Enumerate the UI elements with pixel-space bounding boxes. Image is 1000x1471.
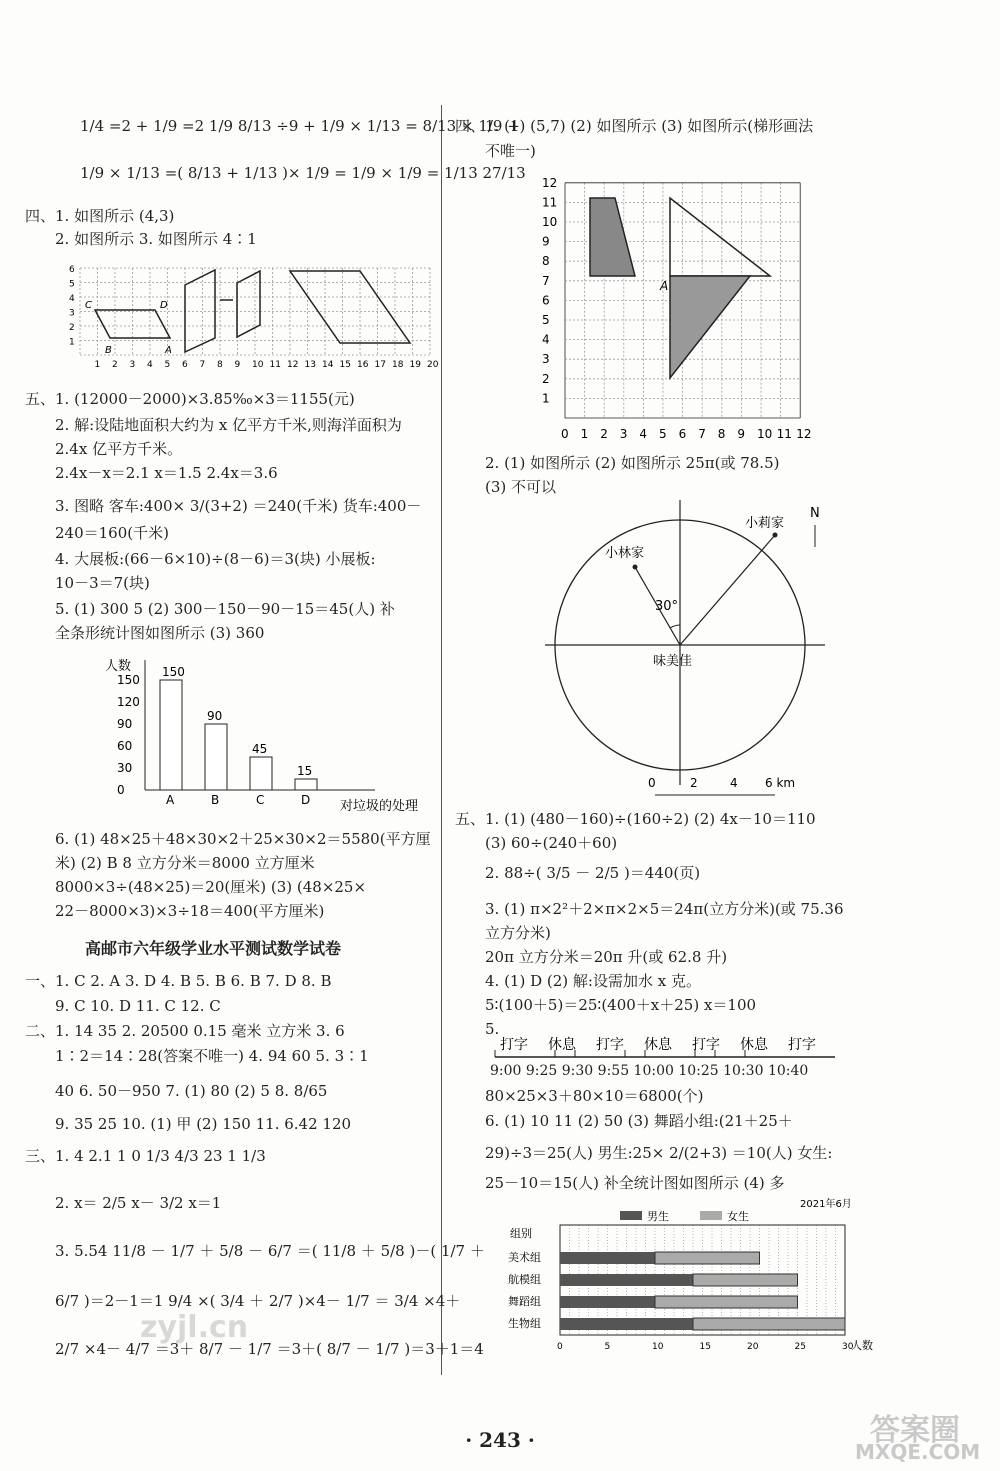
e2b: 1∶2＝14∶28(答案不唯一) 4. 94 60 5. 3∶1 — [55, 1047, 369, 1065]
grid1-xtick: 14 — [322, 360, 334, 370]
male-bar — [560, 1318, 693, 1330]
grid1-xtick: 2 — [112, 360, 118, 370]
r5-6c: 25－10＝15(人) 补全统计图如图所示 (4) 多 — [485, 1174, 785, 1192]
r4-2b: (3) 不可以 — [485, 478, 557, 496]
e3c: 3. 5.54 11/8 － 1/7 ＋ 5/8 － 6/7 ＝( 11/8 ＋ 5/8 )－( 1/7 ＋ — [55, 1242, 485, 1260]
timeline-label: 休息 — [548, 1037, 576, 1053]
exam-title: 高邮市六年级学业水平测试数学试卷 — [85, 939, 342, 958]
grid1-point-label: A — [165, 345, 172, 356]
bar-value: 45 — [252, 742, 268, 756]
timeline-label: 打字 — [692, 1037, 720, 1053]
legend-male-swatch — [620, 1211, 642, 1220]
bar-chart — [85, 655, 425, 820]
r5-3a: 3. (1) π×2²＋2×π×2×5＝24π(立方分米)(或 75.36 — [485, 900, 844, 918]
s5-4a: 4. 大展板:(66－6×10)÷(8－6)＝3(块) 小展板: — [55, 550, 376, 568]
grid2-xtick: 2 — [600, 427, 608, 441]
group-label: 生物组 — [508, 1317, 541, 1330]
r4-2a: 2. (1) 如图所示 (2) 如图所示 25π(或 78.5) — [485, 454, 780, 472]
group-label: 航模组 — [508, 1273, 541, 1286]
bar — [205, 724, 227, 790]
grid1-ytick: 2 — [69, 323, 75, 333]
s5-2b: 2.4x 亿平方千米。 — [55, 440, 183, 458]
x-tick: 0 — [557, 1342, 563, 1352]
category-label: A — [166, 793, 175, 807]
grid1-xtick: 17 — [374, 360, 386, 370]
x-tick: 10 — [652, 1342, 664, 1352]
page-number: · 243 · — [465, 1428, 535, 1452]
scale-4: 4 — [730, 776, 738, 790]
x-tick: 25 — [794, 1342, 806, 1352]
s5-3a: 3. 图略 客车:400× 3/(3+2) ＝240(千米) 货车:400－ — [55, 497, 422, 515]
e2c: 40 6. 50－950 7. (1) 80 (2) 5 8. 8/65 — [55, 1082, 328, 1100]
x-tick: 30 — [842, 1342, 854, 1352]
grid2-ytick: 6 — [542, 293, 550, 308]
grid1-xtick: 13 — [304, 360, 316, 370]
grid1-point-label: D — [160, 300, 168, 311]
grid2-xtick: 1 — [580, 427, 589, 441]
grid-lines — [80, 268, 430, 355]
x-tick: 20 — [747, 1342, 759, 1352]
s5-2c: 2.4x－x＝2.1 x＝1.5 2.4x＝3.6 — [55, 464, 278, 482]
grid1-ytick: 1 — [69, 337, 75, 348]
s5-6c: 8000×3÷(48×25)＝20(厘米) (3) (48×25× — [55, 878, 367, 896]
y-tick: 90 — [117, 717, 133, 731]
grid1-xtick: 9 — [234, 360, 241, 370]
grid2-xtick: 9 — [737, 427, 746, 441]
timeline-label: 打字 — [500, 1037, 528, 1053]
female-bar — [693, 1318, 845, 1330]
category-label: C — [256, 793, 265, 807]
female-bar — [655, 1296, 798, 1308]
r5-5: 5. — [485, 1020, 500, 1038]
grid2-ytick: 12 — [542, 175, 558, 190]
y-tick: 30 — [117, 761, 133, 775]
grid2-ytick: 10 — [542, 215, 558, 229]
bar-value: 15 — [297, 764, 313, 778]
grid2-xtick: 3 — [619, 427, 628, 441]
s5-6b: 米) (2) B 8 立方分米＝8000 立方厘米 — [55, 854, 315, 872]
grid2-xtick: 7 — [698, 427, 706, 441]
grid2-ytick: 5 — [542, 313, 550, 327]
e3a: 三、1. 4 2.1 1 0 1/3 4/3 23 1 1/3 — [25, 1147, 266, 1165]
grid1-xtick: 18 — [392, 360, 404, 370]
category-label: D — [301, 793, 311, 807]
r5-5b: 80×25×3＋80×10＝6800(个) — [485, 1087, 704, 1105]
bar — [250, 757, 272, 790]
bar-value: 150 — [162, 665, 185, 679]
timeline-label: 休息 — [740, 1037, 768, 1053]
y-tick: 60 — [117, 739, 133, 753]
x-axis-label: 对垃圾的处理 — [340, 799, 419, 814]
y-tick: 0 — [117, 783, 125, 797]
legend-female: 女生 — [727, 1210, 749, 1223]
r5-1a: 五、1. (1) (480－160)÷(160÷2) (2) 4x－10＝110 — [455, 810, 816, 828]
s5-6d: 22－8000×3)×3÷18＝400(平方厘米) — [55, 902, 325, 920]
grid2-xtick: 10 — [757, 427, 773, 441]
grid1-xtick: 6 — [182, 360, 188, 370]
watermark-3: 答案圈 — [870, 1413, 960, 1448]
grid1-ytick: 4 — [69, 294, 75, 304]
xiaoli-label: 小莉家 — [745, 516, 785, 531]
grid1-xtick: 19 — [409, 360, 421, 370]
calc-line-1: 1/4 =2 + 1/9 =2 1/9 8/13 ÷9 + 1/9 × 1/13 = 8/13 × 1/9 + — [80, 117, 520, 135]
scale-0: 0 — [648, 776, 656, 790]
s5-2a: 2. 解:设陆地面积大约为 x 亿平方千米,则海洋面积为 — [55, 416, 402, 434]
e1a: 一、1. C 2. A 3. D 4. B 5. B 6. B 7. D 8. B — [25, 972, 332, 990]
horizontal-bar-chart — [500, 1195, 900, 1375]
r5-1b: (3) 60÷(240＋60) — [485, 834, 618, 852]
r5-6b: 29)÷3＝25(人) 男生:25× 2/(2+3) ＝10(人) 女生: — [485, 1144, 833, 1162]
xiaolin-point — [633, 565, 638, 570]
e2d: 9. 35 25 10. (1) 甲 (2) 150 11. 6.42 120 — [55, 1115, 352, 1133]
triangle-outline — [670, 198, 770, 276]
x-axis-label: 人数 — [851, 1339, 873, 1352]
e3d: 6/7 )＝2－1＝1 9/4 ×( 3/4 ＋ 2/7 )×4－ 1/7 ＝ 3/4 ×4＋ — [55, 1292, 461, 1310]
grid2-ytick: 7 — [542, 273, 550, 288]
r5-3b: 立方分米) — [485, 924, 551, 942]
r4-1a: 四、1. (1) (5,7) (2) 如图所示 (3) 如图所示(梯形画法 — [455, 117, 814, 135]
scale-6km: 6 km — [765, 776, 796, 790]
y-tick: 120 — [117, 695, 140, 709]
s5-1: 五、1. (12000－2000)×3.85‰×3＝1155(元) — [25, 390, 355, 408]
timeline-label: 打字 — [788, 1037, 816, 1053]
chart-date: 2021年6月 — [800, 1199, 852, 1210]
grid2-xtick: 11 — [776, 427, 792, 441]
grid2-ytick: 9 — [542, 234, 550, 249]
grid2-ytick: 3 — [542, 352, 550, 367]
x-tick: 15 — [699, 1342, 711, 1352]
grid1-xtick: 10 — [252, 360, 264, 370]
grid2-xtick: 12 — [796, 427, 812, 441]
e3e: 2/7 ×4－ 4/7 ＝3＋ 8/7 － 1/7 ＝3＋( 8/7 － 1/7 )＝3＋1＝4 — [55, 1340, 484, 1358]
legend-male: 男生 — [647, 1210, 669, 1223]
line-to-xiaoli — [680, 535, 775, 645]
parallelogram-grid — [65, 255, 455, 380]
trapezoid-shaded — [590, 198, 635, 276]
angle-arc — [670, 625, 680, 628]
grid2-ytick: 8 — [542, 254, 550, 269]
bar — [295, 779, 317, 790]
timeline-label: 休息 — [644, 1037, 672, 1053]
angle-label: 30° — [655, 599, 679, 614]
grid1-xtick: 12 — [287, 360, 299, 370]
male-bar — [560, 1296, 655, 1308]
grid1-xtick: 1 — [94, 360, 101, 370]
grid2-ytick: 1 — [542, 391, 550, 406]
s5-5a: 5. (1) 300 5 (2) 300－150－90－15＝45(人) 补 — [55, 600, 395, 618]
grid1-xtick: 7 — [199, 360, 206, 370]
r5-6a: 6. (1) 10 11 (2) 50 (3) 舞蹈小组:(21＋25＋ — [485, 1112, 793, 1130]
grid1-xtick: 5 — [164, 360, 171, 370]
y-tick: 150 — [117, 673, 140, 687]
watermark-1: zyjl.cn — [140, 1310, 249, 1345]
group-label: 舞蹈组 — [508, 1295, 541, 1308]
s5-5b: 全条形统计图如图所示 (3) 360 — [55, 624, 265, 642]
timeline-label: 打字 — [596, 1037, 624, 1053]
grid2-ytick: 11 — [542, 195, 558, 210]
grid1-ytick: 5 — [69, 279, 75, 290]
timeline-times: 9:00 9:25 9:30 9:55 10:00 10:25 10:30 10:40 — [490, 1063, 809, 1079]
s4-2: 2. 如图所示 3. 如图所示 4∶1 — [55, 230, 257, 248]
y-axis-label: 人数 — [105, 659, 132, 674]
grid1-xtick: 20 — [427, 360, 439, 370]
grid2-ytick: 2 — [542, 371, 550, 386]
grid2-xtick: 8 — [717, 427, 726, 441]
e2a: 二、1. 14 35 2. 20500 0.15 毫米 立方米 3. 6 — [25, 1022, 345, 1040]
parallelogram-moved — [237, 271, 260, 337]
r5-3c: 20π 立方分米＝20π 升(或 62.8 升) — [485, 948, 728, 966]
row-header: 组别 — [510, 1227, 532, 1240]
bar — [160, 680, 182, 790]
s5-4b: 10－3＝7(块) — [55, 574, 150, 592]
grid2-xtick: 4 — [639, 427, 648, 441]
right-column — [455, 0, 975, 1471]
grid1-xtick: 4 — [147, 360, 153, 370]
grid1-ytick: 3 — [69, 308, 75, 319]
grid2-xtick: 6 — [678, 427, 687, 441]
grid2-xtick: 5 — [659, 427, 667, 441]
coordinate-grid — [540, 168, 830, 448]
grid1-xtick: 15 — [339, 360, 351, 370]
weimeijia-label: 味美佳 — [653, 654, 693, 669]
r5-2: 2. 88÷( 3/5 － 2/5 )＝440(页) — [485, 864, 701, 882]
north-label: N — [810, 506, 820, 521]
male-bar — [560, 1252, 655, 1264]
female-bar — [693, 1274, 798, 1286]
s4-1: 四、1. 如图所示 (4,3) — [25, 207, 175, 225]
scale-2: 2 — [690, 776, 698, 790]
grid1-xtick: 8 — [217, 360, 223, 370]
r5-4b: 5∶(100＋5)＝25∶(400＋x＋25) x＝100 — [485, 996, 757, 1014]
point-a-label: A — [660, 279, 669, 293]
e3b: 2. x＝ 2/5 x－ 3/2 x＝1 — [55, 1194, 222, 1212]
group-label: 美术组 — [508, 1251, 541, 1264]
legend-female-swatch — [700, 1211, 722, 1220]
r4-1b: 不唯一) — [485, 142, 536, 160]
grid1-xtick: 16 — [357, 360, 369, 370]
grid2-ytick: 4 — [542, 332, 550, 347]
grid1-ytick: 6 — [69, 265, 75, 275]
calc-line-2: 1/9 × 1/13 =( 8/13 + 1/13 )× 1/9 = 1/9 × 1/9 = 1/13 27/13 — [80, 164, 526, 182]
parallelogram-enlarged — [290, 271, 410, 343]
bar-value: 90 — [207, 709, 223, 723]
grid1-point-label: C — [85, 300, 92, 311]
male-bar — [560, 1274, 693, 1286]
grid1-xtick: 3 — [129, 360, 136, 370]
x-tick: 5 — [604, 1342, 611, 1352]
s5-6a: 6. (1) 48×25＋48×30×2＋25×30×2＝5580(平方厘 — [55, 830, 431, 848]
xiaolin-label: 小林家 — [605, 546, 645, 561]
e1b: 9. C 10. D 11. C 12. C — [55, 997, 221, 1015]
r5-4a: 4. (1) D (2) 解:设需加水 x 克。 — [485, 972, 701, 990]
watermark-4: MXQE.COM — [855, 1440, 981, 1464]
triangle-rotated — [670, 276, 750, 378]
grid2-xtick: 0 — [561, 427, 569, 441]
xiaoli-point — [773, 533, 778, 538]
female-bar — [655, 1252, 760, 1264]
s5-3b: 240＝160(千米) — [55, 524, 169, 542]
grid1-point-label: B — [105, 345, 112, 356]
map-diagram — [535, 495, 875, 805]
category-label: B — [211, 793, 220, 807]
grid1-xtick: 11 — [269, 360, 281, 370]
